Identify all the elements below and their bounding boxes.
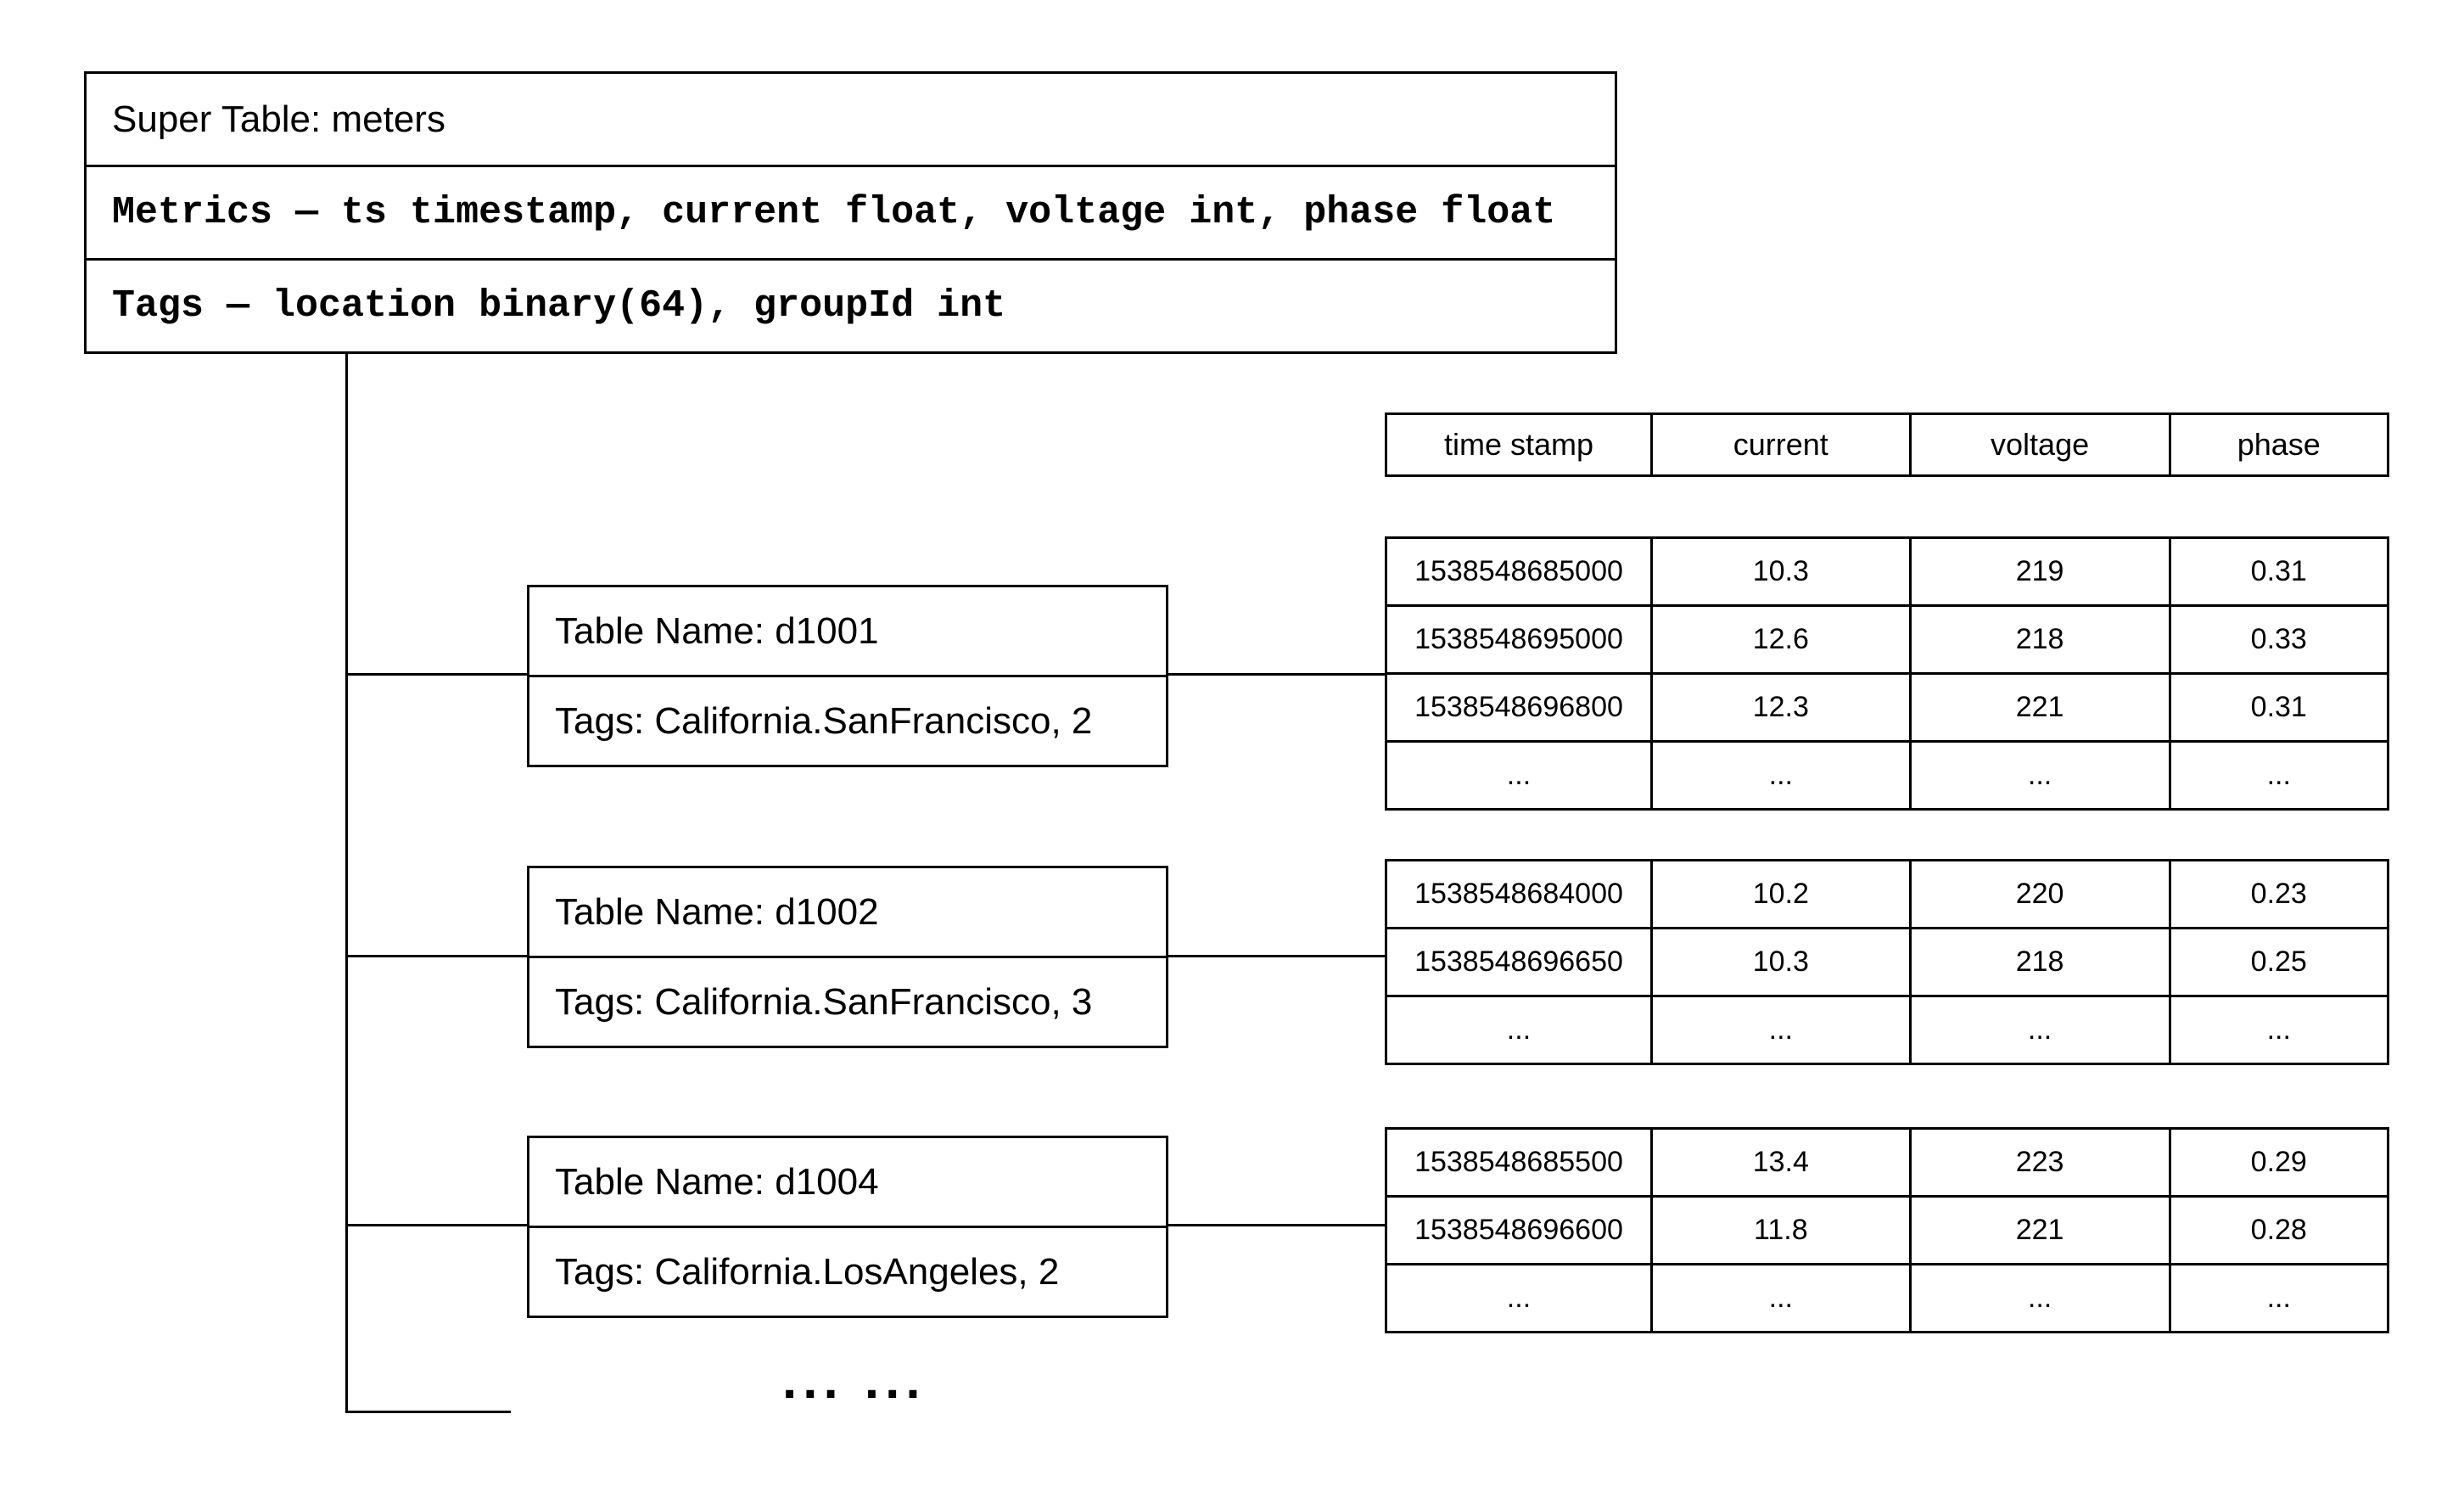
table-row xyxy=(1386,606,2388,674)
table-cell: ... xyxy=(1651,1265,1910,1333)
table-cell: 0.31 xyxy=(2170,538,2388,606)
table-cell: 0.25 xyxy=(2170,929,2388,996)
table-cell: 10.3 xyxy=(1651,929,1910,996)
table-cell: ... xyxy=(1386,1265,1652,1333)
device-name: Table Name: d1002 xyxy=(555,890,879,933)
table-cell: 12.3 xyxy=(1651,674,1910,742)
device-name: Table Name: d1004 xyxy=(555,1160,879,1203)
table-cell: 0.33 xyxy=(2170,606,2388,674)
branch-line-d1002 xyxy=(345,955,529,957)
more-tables-ellipsis: ... ... xyxy=(782,1351,927,1410)
column-header: current xyxy=(1651,414,1910,476)
table-cell: 218 xyxy=(1910,606,2170,674)
table-row xyxy=(1386,1129,2388,1197)
table-cell: ... xyxy=(2170,996,2388,1064)
device-tags: Tags: California.SanFrancisco, 3 xyxy=(529,956,1166,1046)
table-cell: 0.28 xyxy=(2170,1197,2388,1265)
right-connector-d1002 xyxy=(1167,955,1386,957)
table-cell: ... xyxy=(1910,996,2170,1064)
table-cell: ... xyxy=(1386,996,1652,1064)
table-cell: ... xyxy=(1910,742,2170,810)
table-cell: ... xyxy=(1651,996,1910,1064)
table-cell: 221 xyxy=(1910,674,2170,742)
table-cell: 0.23 xyxy=(2170,861,2388,929)
table-cell: ... xyxy=(2170,1265,2388,1333)
table-row xyxy=(1386,538,2388,606)
table-cell: 12.6 xyxy=(1651,606,1910,674)
table-cell: 218 xyxy=(1910,929,2170,996)
branch-line-d1001 xyxy=(345,673,529,676)
data-table-d1004 xyxy=(1385,1127,2389,1333)
super-table-metrics: Metrics — ts timestamp, current float, voltage int, phase float xyxy=(87,165,1615,258)
super-table-box xyxy=(84,71,1617,354)
device-tags: Tags: California.LosAngeles, 2 xyxy=(529,1226,1166,1316)
table-cell: 1538548684000 xyxy=(1386,861,1652,929)
table-cell: 1538548696800 xyxy=(1386,674,1652,742)
device-box-d1004 xyxy=(527,1136,1168,1318)
table-cell: ... xyxy=(1651,742,1910,810)
data-table-d1001 xyxy=(1385,536,2389,811)
header-row xyxy=(1386,414,2388,476)
table-cell: 1538548696600 xyxy=(1386,1197,1652,1265)
table-cell: 1538548695000 xyxy=(1386,606,1652,674)
table-cell: 0.29 xyxy=(2170,1129,2388,1197)
table-cell: 13.4 xyxy=(1651,1129,1910,1197)
device-tags: Tags: California.SanFrancisco, 2 xyxy=(529,675,1166,765)
right-connector-d1001 xyxy=(1167,673,1386,676)
table-cell: 221 xyxy=(1910,1197,2170,1265)
right-connector-d1004 xyxy=(1167,1224,1386,1226)
super-table-tags: Tags — location binary(64), groupId int xyxy=(87,258,1615,351)
table-row xyxy=(1386,1265,2388,1333)
trunk-line xyxy=(345,354,348,1413)
table-cell: 223 xyxy=(1910,1129,2170,1197)
table-cell: ... xyxy=(1386,742,1652,810)
device-box-d1001 xyxy=(527,585,1168,767)
column-header: voltage xyxy=(1910,414,2170,476)
table-cell: 10.3 xyxy=(1651,538,1910,606)
table-row xyxy=(1386,1197,2388,1265)
table-cell: 0.31 xyxy=(2170,674,2388,742)
trunk-bottom-bend-line xyxy=(345,1411,511,1413)
table-cell: 220 xyxy=(1910,861,2170,929)
table-cell: 1538548685500 xyxy=(1386,1129,1652,1197)
table-cell: 11.8 xyxy=(1651,1197,1910,1265)
column-header: time stamp xyxy=(1386,414,1652,476)
table-cell: 1538548685000 xyxy=(1386,538,1652,606)
table-row xyxy=(1386,674,2388,742)
device-name: Table Name: d1001 xyxy=(555,609,879,652)
table-cell: 1538548696650 xyxy=(1386,929,1652,996)
table-cell: 10.2 xyxy=(1651,861,1910,929)
column-header-table xyxy=(1385,412,2389,477)
table-row xyxy=(1386,996,2388,1064)
device-box-d1002 xyxy=(527,866,1168,1048)
table-cell: ... xyxy=(1910,1265,2170,1333)
table-cell: 219 xyxy=(1910,538,2170,606)
super-table-title: Super Table: meters xyxy=(112,98,445,140)
data-table-d1002 xyxy=(1385,859,2389,1065)
table-cell: ... xyxy=(2170,742,2388,810)
branch-line-d1004 xyxy=(345,1224,529,1226)
table-row xyxy=(1386,929,2388,996)
table-row xyxy=(1386,742,2388,810)
table-row xyxy=(1386,861,2388,929)
column-header: phase xyxy=(2170,414,2388,476)
